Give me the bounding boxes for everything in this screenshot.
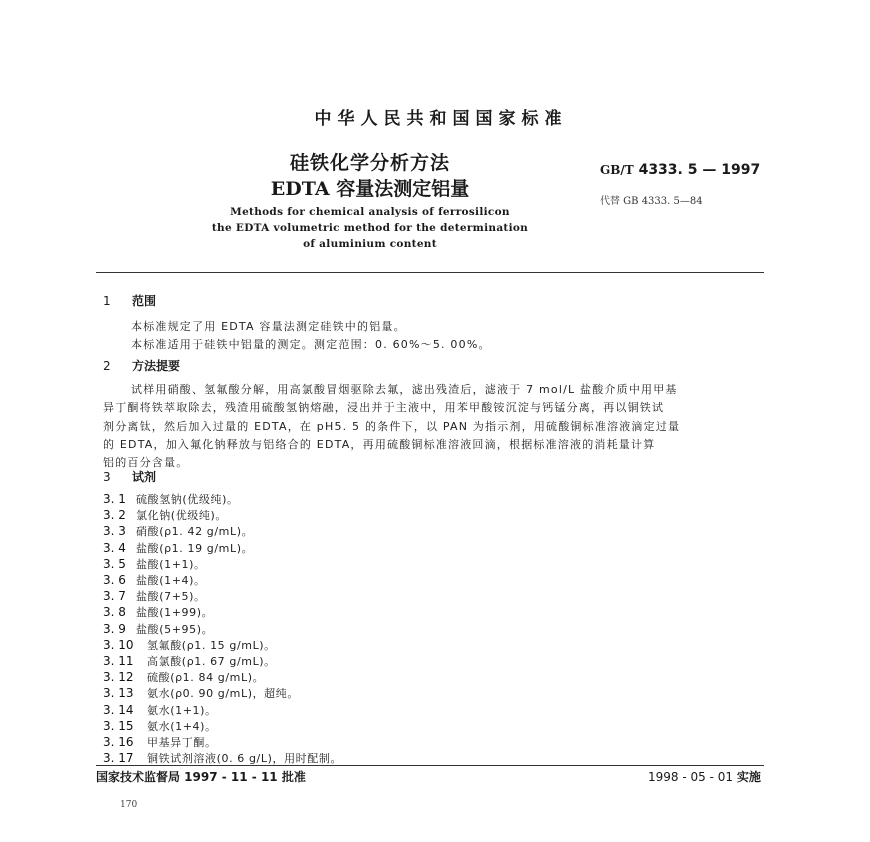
reagent-item (103, 588, 206, 604)
reagent-text: 盐酸(ρ1. 19 g/mL)。 (136, 541, 254, 555)
principle-line: 铝的百分含量。 (103, 456, 189, 469)
section-title: 方法提要 (132, 359, 181, 373)
reagent-item (103, 540, 253, 556)
reagent-number: 3. 6 (103, 573, 126, 587)
reagent-item (103, 702, 217, 718)
reagent-text: 氨水(1+4)。 (147, 719, 217, 733)
reagent-item (103, 637, 276, 653)
reagent-number: 3. 10 (103, 637, 134, 652)
title-chinese-line2-text: 容量法测定铝量 (329, 178, 470, 200)
standard-number-prefix: GB/T (600, 163, 634, 177)
reagent-text: 氨水(1+1)。 (147, 703, 217, 717)
reagent-number: 3. 12 (103, 670, 134, 685)
reagent-number: 3. 8 (103, 605, 126, 620)
reagent-text: 盐酸(1+99)。 (136, 606, 214, 620)
national-standard-heading: 中华人民共和国国家标准 (314, 109, 568, 129)
implementation-label: 实施 (736, 770, 761, 784)
section-title: 范围 (132, 294, 157, 308)
reagent-item (103, 669, 264, 685)
reagent-text: 氯化钠(优级纯)。 (136, 509, 227, 523)
reagent-item (103, 685, 299, 701)
reagent-number: 3. 1 (103, 492, 126, 506)
scope-paragraph-2: 本标准适用于硅铁中铝量的测定。测定范围：0. 60%～5. 00%。 (131, 338, 491, 351)
reagent-number: 3. 11 (103, 654, 134, 668)
reagent-number: 3. 7 (103, 589, 126, 604)
section-title: 试剂 (132, 470, 157, 484)
reagent-number: 3. 15 (103, 718, 134, 733)
reagent-item (103, 491, 239, 507)
approval-statement: 国家技术监督局 1997 - 11 - 11 批准 (96, 770, 306, 784)
standard-number (600, 162, 760, 178)
reagent-item (103, 621, 213, 637)
standard-number-value: 4333. 5 — 1997 (633, 162, 761, 178)
reagent-text: 高氯酸(ρ1. 67 g/mL)。 (147, 655, 276, 668)
title-english-line1: Methods for chemical analysis of ferrosilicon (230, 206, 510, 218)
title-chinese-line1: 硅铁化学分析方法 (289, 152, 450, 174)
section-number: 3 (103, 470, 111, 484)
reagent-text: 甲基异丁酮。 (147, 736, 217, 749)
implementation-date: 1998 - 05 - 01 (648, 770, 737, 784)
footer-divider (96, 765, 764, 766)
principle-line: 异丁酮将铁萃取除去，残渣用硫酸氢钠熔融，浸出并于主液中，用苯甲酸铵沉淀与钙锰分离，再以铜铁试 (103, 401, 665, 414)
reagent-text: 氢氟酸(ρ1. 15 g/mL)。 (147, 638, 276, 652)
reagent-item (103, 572, 206, 588)
implementation-statement (648, 768, 761, 785)
reagent-number: 3. 17 (103, 751, 134, 766)
reagent-number: 3. 9 (103, 621, 126, 636)
replaces-standard: 代替 GB 4333. 5—84 (600, 196, 703, 207)
reagent-number: 3. 4 (103, 540, 126, 555)
scope-paragraph-1: 本标准规定了用 EDTA 容量法测定硅铁中的铝量。 (131, 320, 406, 333)
section-number: 2 (103, 359, 111, 373)
reagent-item (103, 653, 276, 669)
reagent-text: 硝酸(ρ1. 42 g/mL)。 (136, 525, 254, 539)
reagent-item (103, 734, 217, 750)
section-number: 1 (103, 294, 111, 308)
reagent-number: 3. 2 (103, 508, 126, 523)
reagent-item (103, 718, 217, 734)
reagent-number: 3. 14 (103, 702, 134, 717)
principle-line: 试样用硝酸、氢氟酸分解，用高氯酸冒烟驱除去氟，滤出残渣后，滤液于 7 mol/L 盐酸介质中用甲基 (131, 383, 678, 396)
reagent-item (103, 523, 253, 539)
reagent-number: 3. 16 (103, 735, 134, 749)
reagent-item (103, 750, 342, 766)
header-divider (96, 272, 764, 273)
title-chinese-line2-latin: EDTA (270, 178, 330, 200)
title-english-line3: of aluminium content (303, 238, 437, 250)
principle-line: 的 EDTA，加入氟化钠释放与铝络合的 EDTA，再用硫酸铜标准溶液回滴，根据标准溶液的消耗量计算 (103, 438, 656, 451)
reagent-item (103, 556, 206, 572)
principle-line: 剂分离钛，然后加入过量的 EDTA，在 pH5. 5 的条件下，以 PAN 为指示剂，用硫酸铜标准溶液滴定过量 (103, 420, 681, 433)
reagent-text: 铜铁试剂溶液(0. 6 g/L)，用时配制。 (147, 752, 343, 766)
reagent-item (103, 507, 227, 523)
section-heading-principle (103, 357, 180, 374)
title-english-line2: the EDTA volumetric method for the determination (211, 222, 529, 234)
reagent-number: 3. 13 (103, 686, 134, 701)
reagent-text: 盐酸(7+5)。 (136, 590, 206, 604)
section-heading-scope (103, 292, 156, 309)
reagent-item (103, 604, 213, 620)
reagent-text: 盐酸(1+4)。 (136, 574, 206, 587)
reagent-number: 3. 5 (103, 556, 126, 571)
reagent-number: 3. 3 (103, 524, 126, 539)
reagent-text: 硫酸氢钠(优级纯)。 (136, 493, 239, 506)
reagent-text: 盐酸(1+1)。 (136, 557, 206, 571)
page-number: 170 (120, 800, 138, 810)
reagent-text: 盐酸(5+95)。 (136, 622, 214, 636)
section-heading-reagents (103, 468, 156, 485)
reagent-text: 氨水(ρ0. 90 g/mL)，超纯。 (147, 687, 299, 701)
reagent-text: 硫酸(ρ1. 84 g/mL)。 (147, 671, 265, 685)
